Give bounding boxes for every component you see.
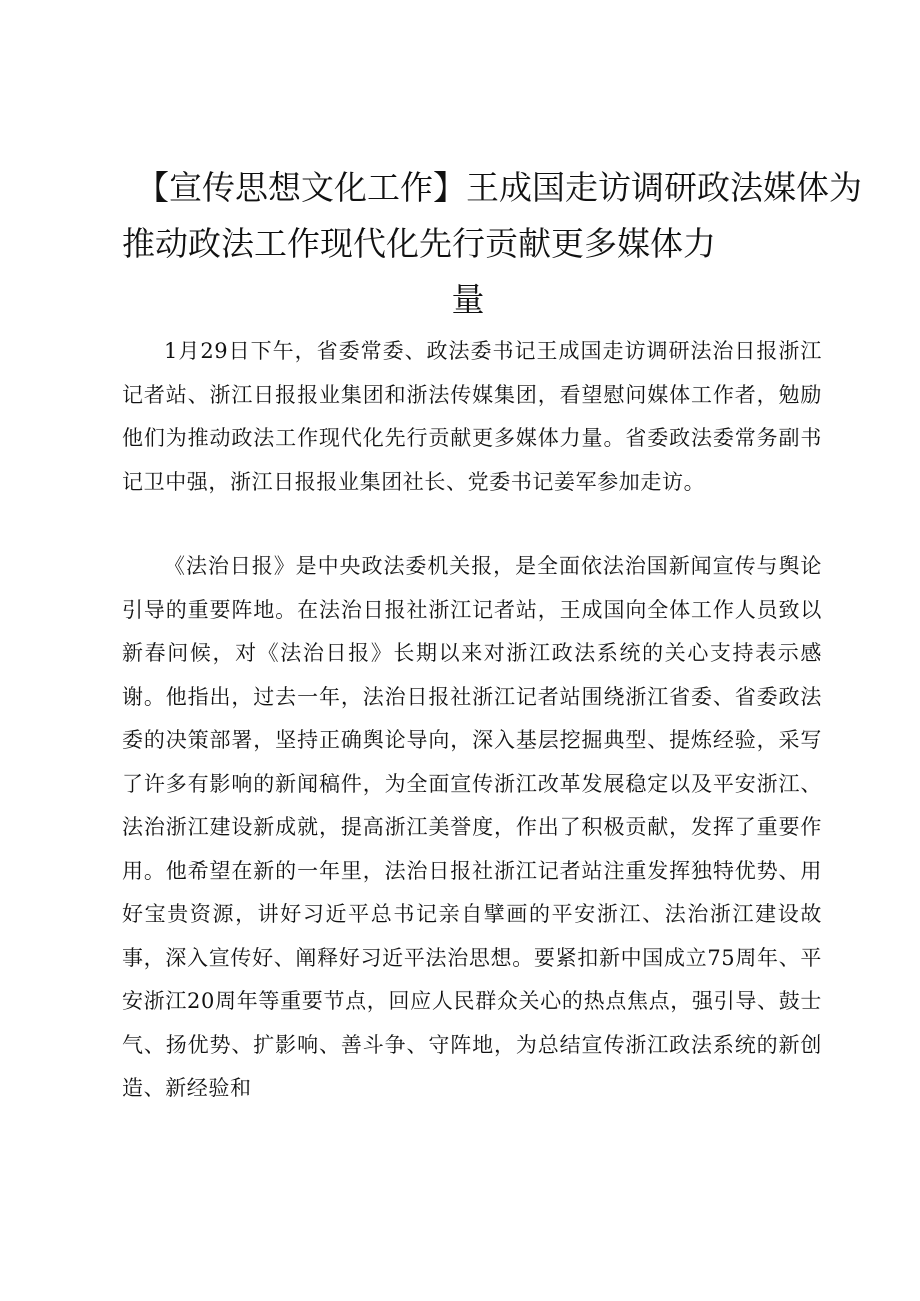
title-line-3: 量 xyxy=(451,280,485,319)
title-line-2: 推动政法工作现代化先行贡献更多媒体力 xyxy=(122,224,716,263)
document-title xyxy=(0,160,920,328)
body-paragraph-1: 1月29日下午，省委常委、政法委书记王成国走访调研法治日报浙江记者站、浙江日报报业集团和浙法传媒集团，看望慰问媒体工作者，勉励他们为推动政法工作现代化先行贡献更多媒体力量。省委政法委常务副书记卫中强，浙江日报报业集团社长、党委书记姜军参加走访。 xyxy=(122,339,822,494)
body-paragraph-2: 《法治日报》是中央政法委机关报，是全面依法治国新闻宣传与舆论引导的重要阵地。在法治日报社浙江记者站，王成国向全体工作人员致以新春问候，对《法治日报》长期以来对浙江政法系统的关心支持表示感谢。他指出，过去一年，法治日报社浙江记者站围绕浙江省委、省委政法委的决策部署，坚持正确舆论导向，深入基层挖掘典型、提炼经验，采写了许多有影响的新闻稿件，为全面宣传浙江改革发展稳定以及平安浙江、法治浙江建设新成就，提高浙江美誉度，作出了积极贡献，发挥了重要作用。他希望在新的一年里，法治日报社浙江记者站注重发挥独特优势、用好宝贵资源，讲好习近平总书记亲自擘画的平安浙江、法治浙江建设故事，深入宣传好、阐释好习近平法治思想。要紧扣新中国成立75周年、平安浙江20周年等重要节点，回应人民群众关心的热点焦点，强引导、鼓士气、扬优势、扩影响、善斗争、守阵地，为总结宣传浙江政法系统的新创造、新经验和 xyxy=(122,554,822,1100)
title-line-1: 【宣传思想文化工作】王成国走访调研政法媒体为 xyxy=(136,168,862,207)
